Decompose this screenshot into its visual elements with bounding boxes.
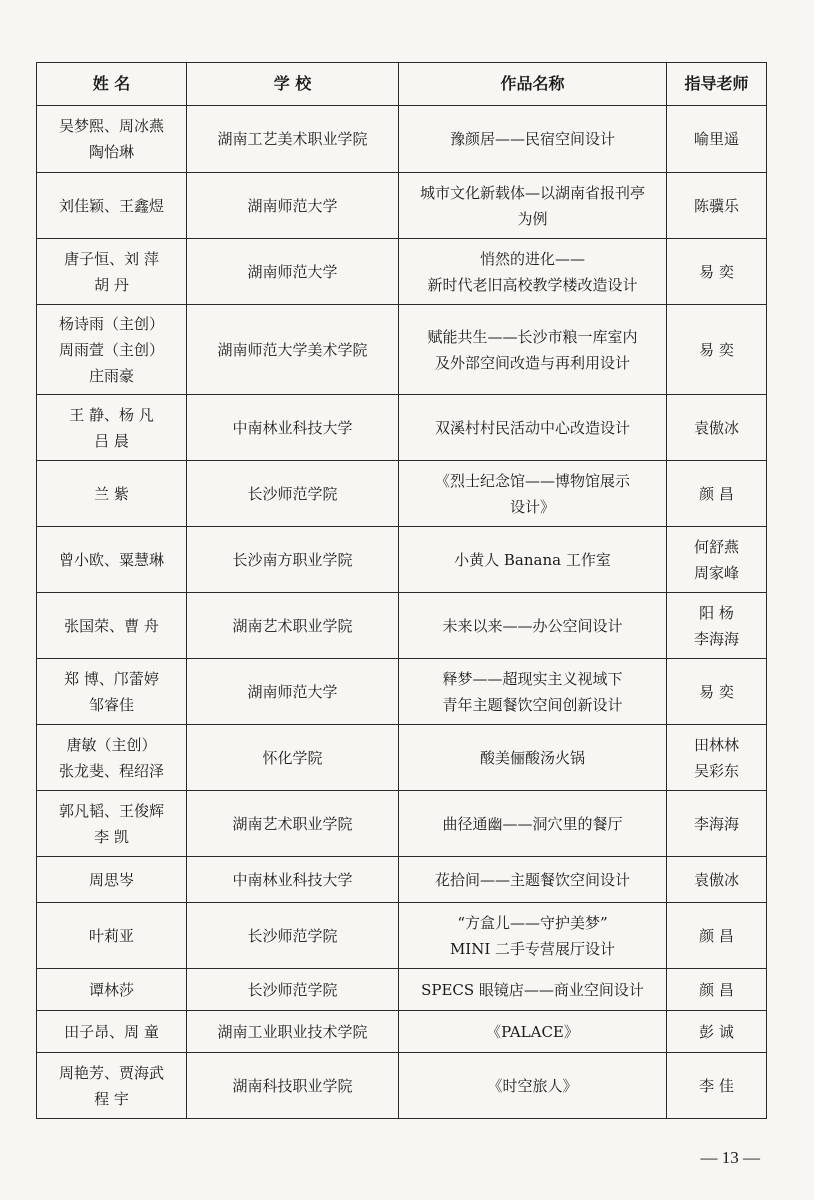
- cell-work: [399, 395, 667, 461]
- page-number: — 13 —: [700, 1148, 760, 1167]
- cell-names-line: 叶莉亚: [88, 926, 134, 945]
- cell-work-line: 豫颜居——民宿空间设计: [449, 130, 615, 148]
- cell-names-line: 周雨萱（主创）: [58, 340, 164, 359]
- cell-work: [399, 106, 667, 173]
- table-row: [37, 395, 767, 461]
- cell-names-line: 程 宇: [94, 1089, 129, 1108]
- cell-work-line: 《时空旅人》: [487, 1076, 578, 1095]
- cell-work: [399, 969, 667, 1011]
- cell-teachers-line: 陈骥乐: [693, 196, 739, 215]
- cell-names-line: 邹睿佳: [88, 695, 134, 714]
- cell-names-line: 唐敏（主创）: [66, 735, 157, 754]
- cell-work-line: “方盒儿——守护美梦”: [457, 913, 608, 932]
- cell-work: [399, 791, 667, 857]
- cell-names-line: 陶怡琳: [88, 143, 134, 161]
- table-body: [37, 106, 767, 1119]
- cell-work-line: 设计》: [509, 497, 555, 516]
- cell-teachers-line: 颜 昌: [699, 926, 734, 945]
- cell-names-line: 王 静、杨 凡: [69, 405, 154, 424]
- cell-teachers-line: 易 奕: [699, 682, 734, 701]
- cell-names: [37, 106, 187, 173]
- cell-school: 湖南艺术职业学院: [187, 593, 399, 659]
- header-school: 学 校: [187, 63, 399, 106]
- header-work: 作品名称: [399, 63, 667, 106]
- cell-school: 湖南师范大学: [187, 239, 399, 305]
- cell-names: [37, 395, 187, 461]
- cell-work-line: SPECS 眼镜店——商业空间设计: [421, 980, 644, 999]
- cell-work-line: 悄然的进化——: [479, 249, 585, 268]
- cell-work-line: 曲径通幽——洞穴里的餐厅: [442, 814, 623, 833]
- cell-names-line: 郑 博、邝蕾婷: [64, 669, 159, 688]
- cell-teachers-line: 周家峰: [693, 563, 739, 582]
- table-row: [37, 903, 767, 969]
- cell-work: [399, 173, 667, 239]
- cell-teachers-line: 喻里遥: [693, 130, 739, 148]
- cell-teachers: [667, 106, 767, 173]
- cell-teachers: [667, 1053, 767, 1119]
- table-row: [37, 725, 767, 791]
- cell-work: [399, 593, 667, 659]
- table-row: [37, 1011, 767, 1053]
- cell-work-line: MINI 二手专营展厅设计: [449, 939, 616, 958]
- cell-school: 湖南工业职业技术学院: [187, 1011, 399, 1053]
- cell-teachers-line: 何舒燕: [693, 537, 739, 556]
- cell-teachers-line: 颜 昌: [699, 980, 734, 999]
- cell-work-line: 未来以来——办公空间设计: [442, 616, 623, 635]
- cell-work: [399, 725, 667, 791]
- cell-names: [37, 305, 187, 395]
- cell-teachers-line: 颜 昌: [699, 484, 734, 503]
- cell-teachers: [667, 173, 767, 239]
- cell-teachers: [667, 969, 767, 1011]
- cell-work-line: 新时代老旧高校教学楼改造设计: [427, 275, 638, 294]
- cell-teachers: [667, 395, 767, 461]
- cell-names-line: 田子昂、周 童: [64, 1022, 159, 1041]
- cell-school: 怀化学院: [187, 725, 399, 791]
- cell-work-line: 及外部空间改造与再利用设计: [434, 353, 630, 372]
- cell-work: [399, 903, 667, 969]
- cell-work-line: 酸美俪酸汤火锅: [479, 748, 585, 767]
- cell-school: 长沙师范学院: [187, 903, 399, 969]
- table-row: [37, 173, 767, 239]
- cell-teachers-line: 易 奕: [699, 340, 734, 359]
- cell-names: [37, 1053, 187, 1119]
- header-name: 姓 名: [37, 63, 187, 106]
- cell-names-line: 周艳芳、贾海武: [58, 1063, 164, 1082]
- cell-work: [399, 857, 667, 903]
- cell-teachers: [667, 725, 767, 791]
- table-row: [37, 239, 767, 305]
- cell-teachers-line: 吴彩东: [693, 761, 739, 780]
- cell-work: [399, 461, 667, 527]
- cell-school: 长沙师范学院: [187, 461, 399, 527]
- cell-work: [399, 239, 667, 305]
- cell-names-line: 张龙斐、程绍泽: [58, 761, 164, 780]
- cell-school: 湖南科技职业学院: [187, 1053, 399, 1119]
- cell-work: [399, 527, 667, 593]
- table-row: [37, 527, 767, 593]
- cell-names: [37, 903, 187, 969]
- cell-names-line: 吕 晨: [94, 431, 129, 450]
- cell-teachers: [667, 239, 767, 305]
- cell-names-line: 庄雨豪: [88, 366, 134, 385]
- cell-work-line: 双溪村村民活动中心改造设计: [434, 418, 630, 437]
- table-row: [37, 659, 767, 725]
- cell-teachers-line: 田林林: [693, 735, 739, 754]
- cell-teachers-line: 袁傲冰: [693, 418, 739, 437]
- cell-teachers: [667, 659, 767, 725]
- cell-teachers-line: 李 佳: [699, 1076, 734, 1095]
- cell-names-line: 唐子恒、刘 萍: [64, 249, 159, 268]
- cell-names-line: 杨诗雨（主创）: [58, 314, 164, 333]
- cell-teachers: [667, 857, 767, 903]
- cell-school: 中南林业科技大学: [187, 857, 399, 903]
- cell-names-line: 刘佳颖、王鑫煜: [58, 196, 164, 215]
- cell-work-line: 为例: [517, 209, 548, 228]
- cell-work-line: 花拾间——主题餐饮空间设计: [434, 870, 630, 889]
- header-teacher: 指导老师: [667, 63, 767, 106]
- cell-school: 湖南师范大学: [187, 173, 399, 239]
- cell-names: [37, 659, 187, 725]
- table-row: [37, 461, 767, 527]
- cell-teachers-line: 阳 杨: [699, 603, 734, 622]
- cell-names-line: 张国荣、曹 舟: [64, 616, 159, 635]
- cell-teachers: [667, 1011, 767, 1053]
- cell-work-line: 释梦——超现实主义视域下: [442, 669, 623, 688]
- cell-teachers: [667, 527, 767, 593]
- table-row: [37, 305, 767, 395]
- cell-names: [37, 461, 187, 527]
- cell-work: [399, 1053, 667, 1119]
- cell-names-line: 谭林莎: [88, 980, 134, 999]
- cell-names: [37, 527, 187, 593]
- cell-work-line: 小黄人 Banana 工作室: [454, 550, 611, 569]
- cell-names-line: 郭凡韬、王俊辉: [58, 801, 164, 820]
- cell-school: 湖南师范大学: [187, 659, 399, 725]
- cell-names-line: 李 凯: [94, 827, 129, 846]
- cell-names-line: 曾小欧、粟慧琳: [58, 550, 164, 569]
- cell-work-line: 城市文化新载体—以湖南省报刊亭: [419, 183, 645, 202]
- cell-teachers-line: 袁傲冰: [693, 870, 739, 889]
- cell-names-line: 兰 紫: [94, 484, 129, 503]
- cell-names: [37, 1011, 187, 1053]
- cell-teachers-line: 李海海: [693, 814, 739, 833]
- cell-school: 中南林业科技大学: [187, 395, 399, 461]
- table-header-row: [37, 63, 767, 106]
- cell-names-line: 胡 丹: [94, 275, 129, 294]
- cell-names: [37, 173, 187, 239]
- award-table: [36, 62, 767, 1119]
- cell-work: [399, 1011, 667, 1053]
- table-row: [37, 106, 767, 173]
- cell-names: [37, 969, 187, 1011]
- cell-work: [399, 305, 667, 395]
- table-row: [37, 593, 767, 659]
- cell-work-line: 赋能共生——长沙市粮一库室内: [427, 327, 638, 346]
- cell-school: 湖南师范大学美术学院: [187, 305, 399, 395]
- cell-names: [37, 791, 187, 857]
- cell-work-line: 《PALACE》: [486, 1022, 579, 1041]
- cell-teachers-line: 李海海: [693, 629, 739, 648]
- cell-teachers-line: 易 奕: [699, 262, 734, 281]
- cell-names: [37, 593, 187, 659]
- cell-names: [37, 239, 187, 305]
- cell-names-line: 周思岑: [88, 870, 134, 889]
- cell-teachers: [667, 461, 767, 527]
- table-row: [37, 969, 767, 1011]
- table-row: [37, 1053, 767, 1119]
- cell-names: [37, 725, 187, 791]
- table-row: [37, 791, 767, 857]
- cell-school: 湖南艺术职业学院: [187, 791, 399, 857]
- cell-teachers: [667, 903, 767, 969]
- cell-teachers-line: 彭 诚: [699, 1022, 734, 1041]
- cell-school: 长沙南方职业学院: [187, 527, 399, 593]
- cell-names-line: 吴梦熙、周冰燕: [58, 117, 164, 135]
- cell-teachers: [667, 305, 767, 395]
- cell-teachers: [667, 593, 767, 659]
- cell-names: [37, 857, 187, 903]
- cell-school: 湖南工艺美术职业学院: [187, 106, 399, 173]
- cell-work-line: 《烈士纪念馆——博物馆展示: [434, 471, 630, 490]
- table-row: [37, 857, 767, 903]
- cell-work-line: 青年主题餐饮空间创新设计: [442, 695, 623, 714]
- cell-work: [399, 659, 667, 725]
- cell-teachers: [667, 791, 767, 857]
- cell-school: 长沙师范学院: [187, 969, 399, 1011]
